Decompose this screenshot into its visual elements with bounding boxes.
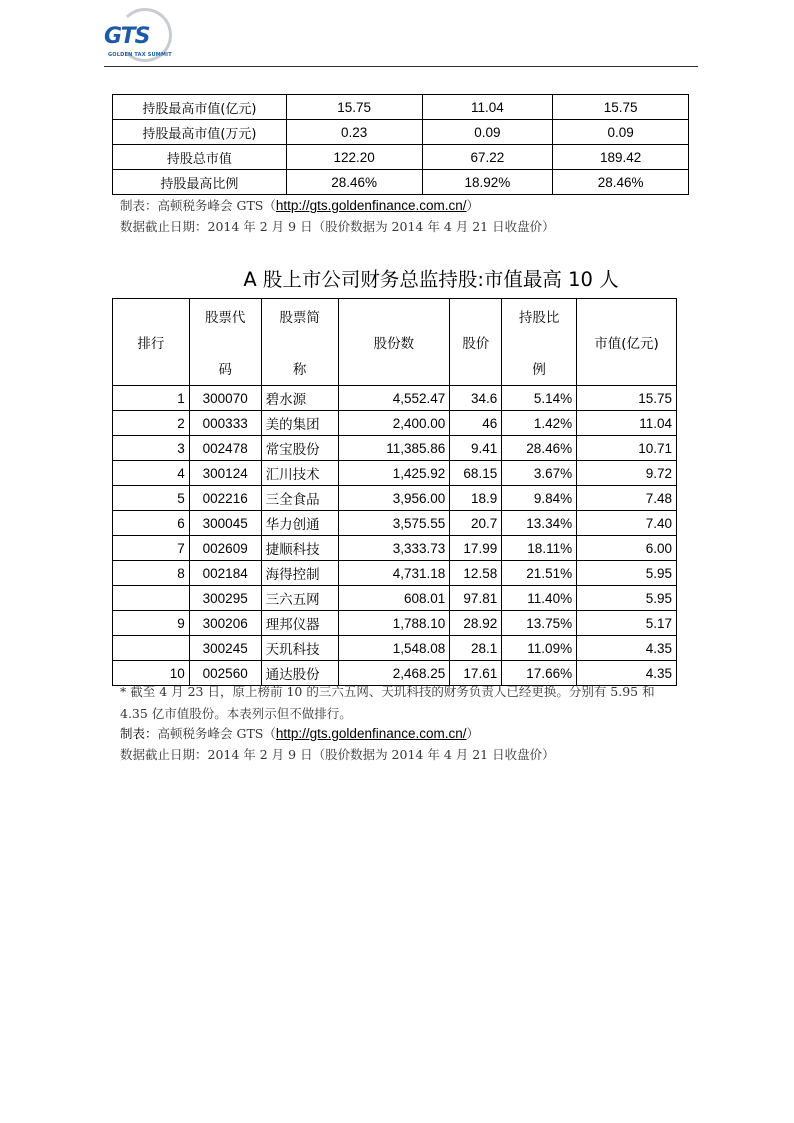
summary-cell: 15.75 <box>553 95 689 120</box>
code-cell: 002216 <box>189 486 261 511</box>
table-row <box>113 586 677 611</box>
ratio-cell: 21.51% <box>502 561 577 586</box>
code-cell: 300070 <box>189 386 261 411</box>
source-label-2: 制表： <box>120 726 158 741</box>
source-note-2 <box>120 724 479 742</box>
summary-cell: 18.92% <box>422 170 553 195</box>
rank-cell: 9 <box>113 611 190 636</box>
code-cell: 300245 <box>189 636 261 661</box>
code-cell: 300295 <box>189 586 261 611</box>
ratio-cell: 11.09% <box>502 636 577 661</box>
shares-cell: 3,333.73 <box>338 536 450 561</box>
table-row <box>113 636 677 661</box>
summary-row <box>113 170 689 195</box>
col-header-value: 市值(亿元) <box>577 299 677 386</box>
short-name-cell: 海得控制 <box>261 561 338 586</box>
summary-row-label: 持股最高市值(亿元) <box>113 95 287 120</box>
shares-cell: 1,548.08 <box>338 636 450 661</box>
value-cell: 4.35 <box>577 661 677 686</box>
short-name-cell: 通达股份 <box>261 661 338 686</box>
rank-cell: 7 <box>113 536 190 561</box>
short-name-cell: 华力创通 <box>261 511 338 536</box>
table-title: A 股上市公司财务总监持股:市值最高 10 人 <box>243 268 619 291</box>
rank-cell: 2 <box>113 411 190 436</box>
ratio-cell: 28.46% <box>502 436 577 461</box>
source-org-2: 高顿税务峰会 GTS（ <box>157 726 276 741</box>
price-cell: 18.9 <box>450 486 502 511</box>
ratio-cell: 11.40% <box>502 586 577 611</box>
rank-cell: 3 <box>113 436 190 461</box>
value-cell: 6.00 <box>577 536 677 561</box>
rank-cell: 5 <box>113 486 190 511</box>
short-name-cell: 三六五网 <box>261 586 338 611</box>
rank-cell: 10 <box>113 661 190 686</box>
ratio-cell: 5.14% <box>502 386 577 411</box>
summary-cell: 0.09 <box>553 120 689 145</box>
col-header-ratio <box>502 299 577 386</box>
source-link-2[interactable]: http://gts.goldenfinance.com.cn/ <box>275 726 467 741</box>
table-row <box>113 411 677 436</box>
ratio-cell: 13.34% <box>502 511 577 536</box>
code-cell: 002609 <box>189 536 261 561</box>
short-name-cell: 三全食品 <box>261 486 338 511</box>
price-cell: 12.58 <box>450 561 502 586</box>
col-header-code <box>189 299 261 386</box>
code-cell: 300206 <box>189 611 261 636</box>
col-header-price: 股价 <box>450 299 502 386</box>
code-cell: 002560 <box>189 661 261 686</box>
price-cell: 17.99 <box>450 536 502 561</box>
short-name-cell: 常宝股份 <box>261 436 338 461</box>
shares-cell: 4,731.18 <box>338 561 450 586</box>
price-cell: 28.92 <box>450 611 502 636</box>
rank-cell <box>113 636 190 661</box>
shares-cell: 11,385.86 <box>338 436 450 461</box>
rank-cell: 4 <box>113 461 190 486</box>
price-cell: 20.7 <box>450 511 502 536</box>
table-row <box>113 386 677 411</box>
ratio-cell: 9.84% <box>502 486 577 511</box>
col-header-short-top: 股票简 <box>279 310 320 326</box>
summary-cell: 15.75 <box>286 95 422 120</box>
short-name-cell: 汇川技术 <box>261 461 338 486</box>
summary-row <box>113 120 689 145</box>
ratio-cell: 17.66% <box>502 661 577 686</box>
col-header-code-bottom: 码 <box>218 362 232 378</box>
summary-cell: 11.04 <box>422 95 553 120</box>
value-cell: 11.04 <box>577 411 677 436</box>
shares-cell: 1,788.10 <box>338 611 450 636</box>
code-cell: 000333 <box>189 411 261 436</box>
ratio-cell: 18.11% <box>502 536 577 561</box>
code-cell: 300124 <box>189 461 261 486</box>
summary-row-label: 持股总市值 <box>113 145 287 170</box>
price-cell: 97.81 <box>450 586 502 611</box>
rank-cell: 8 <box>113 561 190 586</box>
source-close-2: ） <box>466 726 480 741</box>
summary-row-label: 持股最高比例 <box>113 170 287 195</box>
price-cell: 68.15 <box>450 461 502 486</box>
shares-cell: 3,956.00 <box>338 486 450 511</box>
header-row <box>113 299 677 386</box>
col-header-shares: 股份数 <box>338 299 450 386</box>
short-name-cell: 美的集团 <box>261 411 338 436</box>
table-row <box>113 536 677 561</box>
short-name-cell: 天玑科技 <box>261 636 338 661</box>
ratio-cell: 13.75% <box>502 611 577 636</box>
summary-row <box>113 145 689 170</box>
value-cell: 7.48 <box>577 486 677 511</box>
source-close: ） <box>466 198 480 213</box>
summary-cell: 0.09 <box>422 120 553 145</box>
col-header-ratio-bottom: 例 <box>532 362 546 378</box>
value-cell: 5.17 <box>577 611 677 636</box>
ratio-cell: 1.42% <box>502 411 577 436</box>
shares-cell: 2,400.00 <box>338 411 450 436</box>
summary-row-label: 持股最高市值(万元) <box>113 120 287 145</box>
price-cell: 9.41 <box>450 436 502 461</box>
summary-cell: 189.42 <box>553 145 689 170</box>
date-note-2: 数据截止日期：2014 年 2 月 9 日（股价数据为 2014 年 4 月 21 日收盘价） <box>120 747 555 762</box>
value-cell: 4.35 <box>577 636 677 661</box>
col-header-code-top: 股票代 <box>204 310 246 326</box>
rank-cell: 1 <box>113 386 190 411</box>
price-cell: 46 <box>450 411 502 436</box>
table-row <box>113 461 677 486</box>
shares-cell: 608.01 <box>338 586 450 611</box>
value-cell: 15.75 <box>577 386 677 411</box>
table-row <box>113 561 677 586</box>
footnote: * 截至 4 月 23 日，原上榜前 10 的三六五网、天玑科技的财务负责人已经更换。分别有 5.95 和 4.35 亿市值股份。本表列示但不做排行。 <box>120 684 655 721</box>
price-cell: 34.6 <box>450 386 502 411</box>
col-header-short-bottom: 称 <box>292 362 307 378</box>
summary-cell: 67.22 <box>422 145 553 170</box>
code-cell: 002184 <box>189 561 261 586</box>
gts-logo <box>104 8 176 66</box>
table-row <box>113 436 677 461</box>
value-cell: 5.95 <box>577 586 677 611</box>
shares-cell: 1,425.92 <box>338 461 450 486</box>
col-header-ratio-top: 持股比 <box>518 310 560 326</box>
summary-cell: 122.20 <box>286 145 422 170</box>
logo-text: GTS <box>104 24 150 49</box>
short-name-cell: 理邦仪器 <box>261 611 338 636</box>
header-divider <box>104 66 698 67</box>
source-note-1 <box>120 196 479 214</box>
summary-cell: 28.46% <box>286 170 422 195</box>
shares-cell: 2,468.25 <box>338 661 450 686</box>
summary-cell: 0.23 <box>286 120 422 145</box>
value-cell: 5.95 <box>577 561 677 586</box>
shares-cell: 3,575.55 <box>338 511 450 536</box>
cfo-holdings-body <box>113 299 677 686</box>
source-link[interactable]: http://gts.goldenfinance.com.cn/ <box>275 198 467 213</box>
value-cell: 9.72 <box>577 461 677 486</box>
table-row <box>113 511 677 536</box>
code-cell: 300045 <box>189 511 261 536</box>
logo-subtitle: GOLDEN TAX SUMMIT <box>108 52 172 58</box>
code-cell: 002478 <box>189 436 261 461</box>
table-row <box>113 611 677 636</box>
short-name-cell: 捷顺科技 <box>261 536 338 561</box>
col-header-short-name <box>261 299 338 386</box>
price-cell: 28.1 <box>450 636 502 661</box>
summary-cell: 28.46% <box>553 170 689 195</box>
value-cell: 10.71 <box>577 436 677 461</box>
col-header-rank: 排行 <box>113 299 190 386</box>
summary-table <box>112 94 689 195</box>
table-row <box>113 486 677 511</box>
summary-row <box>113 95 689 120</box>
rank-cell: 6 <box>113 511 190 536</box>
date-note-1: 数据截止日期：2014 年 2 月 9 日（股价数据为 2014 年 4 月 21 日收盘价） <box>120 219 555 234</box>
shares-cell: 4,552.47 <box>338 386 450 411</box>
summary-table-body <box>113 95 689 195</box>
ratio-cell: 3.67% <box>502 461 577 486</box>
value-cell: 7.40 <box>577 511 677 536</box>
rank-cell <box>113 586 190 611</box>
short-name-cell: 碧水源 <box>261 386 338 411</box>
source-label: 制表：高顿税务峰会 GTS（ <box>120 198 276 213</box>
cfo-holdings-table <box>112 298 677 686</box>
price-cell: 17.61 <box>450 661 502 686</box>
